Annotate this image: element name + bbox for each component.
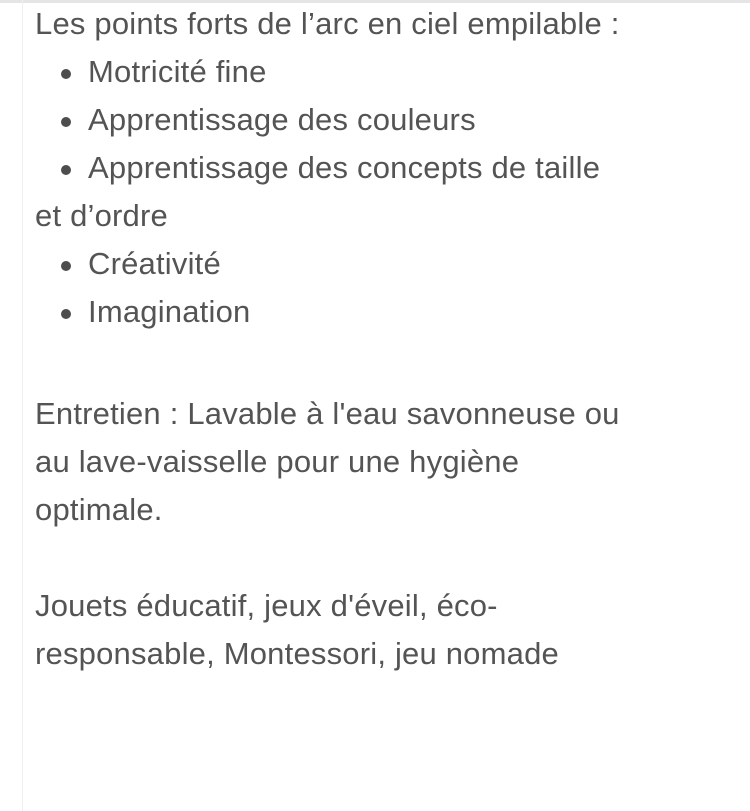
care-line: au lave-vaisselle pour une hygiène [35, 444, 520, 479]
keywords-line: Jouets éducatif, jeux d'éveil, éco- [35, 588, 498, 623]
care-line: optimale. [35, 492, 163, 527]
benefit-item-label: Apprentissage des concepts de taille [88, 150, 601, 185]
bullet-icon [61, 261, 71, 271]
benefit-item-imagination [35, 288, 725, 336]
benefit-item-label: Imagination [88, 294, 251, 329]
keywords-paragraph [35, 582, 725, 678]
section-heading: Les points forts de l’arc en ciel empilable : [35, 6, 620, 41]
benefit-item-label: Créativité [88, 246, 221, 281]
bullet-icon [61, 309, 71, 319]
benefit-item-motricite [35, 48, 725, 96]
bullet-icon [61, 165, 71, 175]
benefit-item-creativite [35, 240, 725, 288]
care-paragraph [35, 390, 725, 534]
keywords-line: responsable, Montessori, jeu nomade [35, 636, 559, 671]
benefits-list [35, 48, 725, 336]
care-line: Entretien : Lavable à l'eau savonneuse ou [35, 396, 620, 431]
benefit-item-label: Apprentissage des couleurs [88, 102, 476, 137]
benefit-item-label-wrapped: et d’ordre [35, 198, 168, 233]
benefit-item-couleurs [35, 96, 725, 144]
benefit-item-label: Motricité fine [88, 54, 267, 89]
left-divider [22, 0, 23, 811]
description-section [35, 0, 725, 678]
benefit-item-taille-ordre [35, 144, 725, 240]
bullet-icon [61, 117, 71, 127]
bullet-icon [61, 69, 71, 79]
